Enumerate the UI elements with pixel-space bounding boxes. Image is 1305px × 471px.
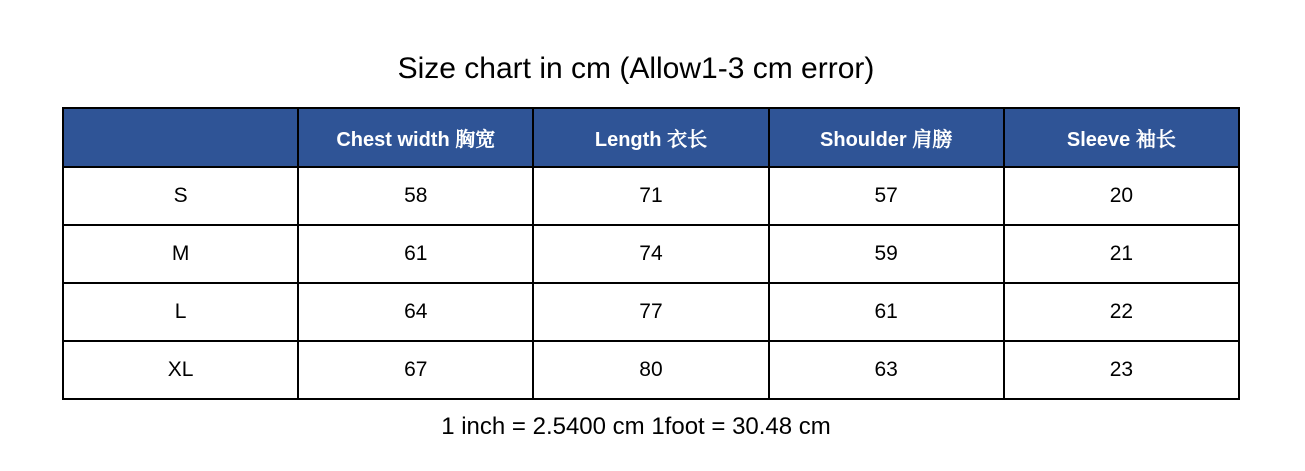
header-cell-shoulder: Shoulder 肩膀 [769, 108, 1004, 167]
size-cell: XL [63, 341, 298, 399]
value-cell: 21 [1004, 225, 1239, 283]
value-cell: 63 [769, 341, 1004, 399]
table-row-s [63, 167, 1239, 225]
value-cell: 67 [298, 341, 533, 399]
value-cell: 74 [533, 225, 768, 283]
size-table-body [63, 167, 1239, 399]
header-cell-sleeve: Sleeve 袖长 [1004, 108, 1239, 167]
value-cell: 71 [533, 167, 768, 225]
chart-title: Size chart in cm (Allow1-3 cm error) [397, 52, 875, 85]
value-cell: 80 [533, 341, 768, 399]
table-row-m [63, 225, 1239, 283]
size-table [62, 107, 1240, 400]
value-cell: 20 [1004, 167, 1239, 225]
value-cell: 23 [1004, 341, 1239, 399]
value-cell: 57 [769, 167, 1004, 225]
size-cell: L [63, 283, 298, 341]
header-row [63, 108, 1239, 167]
value-cell: 58 [298, 167, 533, 225]
size-cell: S [63, 167, 298, 225]
value-cell: 61 [298, 225, 533, 283]
size-cell: M [63, 225, 298, 283]
value-cell: 61 [769, 283, 1004, 341]
value-cell: 22 [1004, 283, 1239, 341]
header-cell-size [63, 108, 298, 167]
header-cell-chest-width: Chest width 胸宽 [298, 108, 533, 167]
value-cell: 64 [298, 283, 533, 341]
table-row-xl [63, 341, 1239, 399]
size-table-header [63, 108, 1239, 167]
conversion-note: 1 inch = 2.5400 cm 1foot = 30.48 cm [441, 413, 831, 440]
table-row-l [63, 283, 1239, 341]
value-cell: 77 [533, 283, 768, 341]
header-cell-length: Length 衣长 [533, 108, 768, 167]
value-cell: 59 [769, 225, 1004, 283]
